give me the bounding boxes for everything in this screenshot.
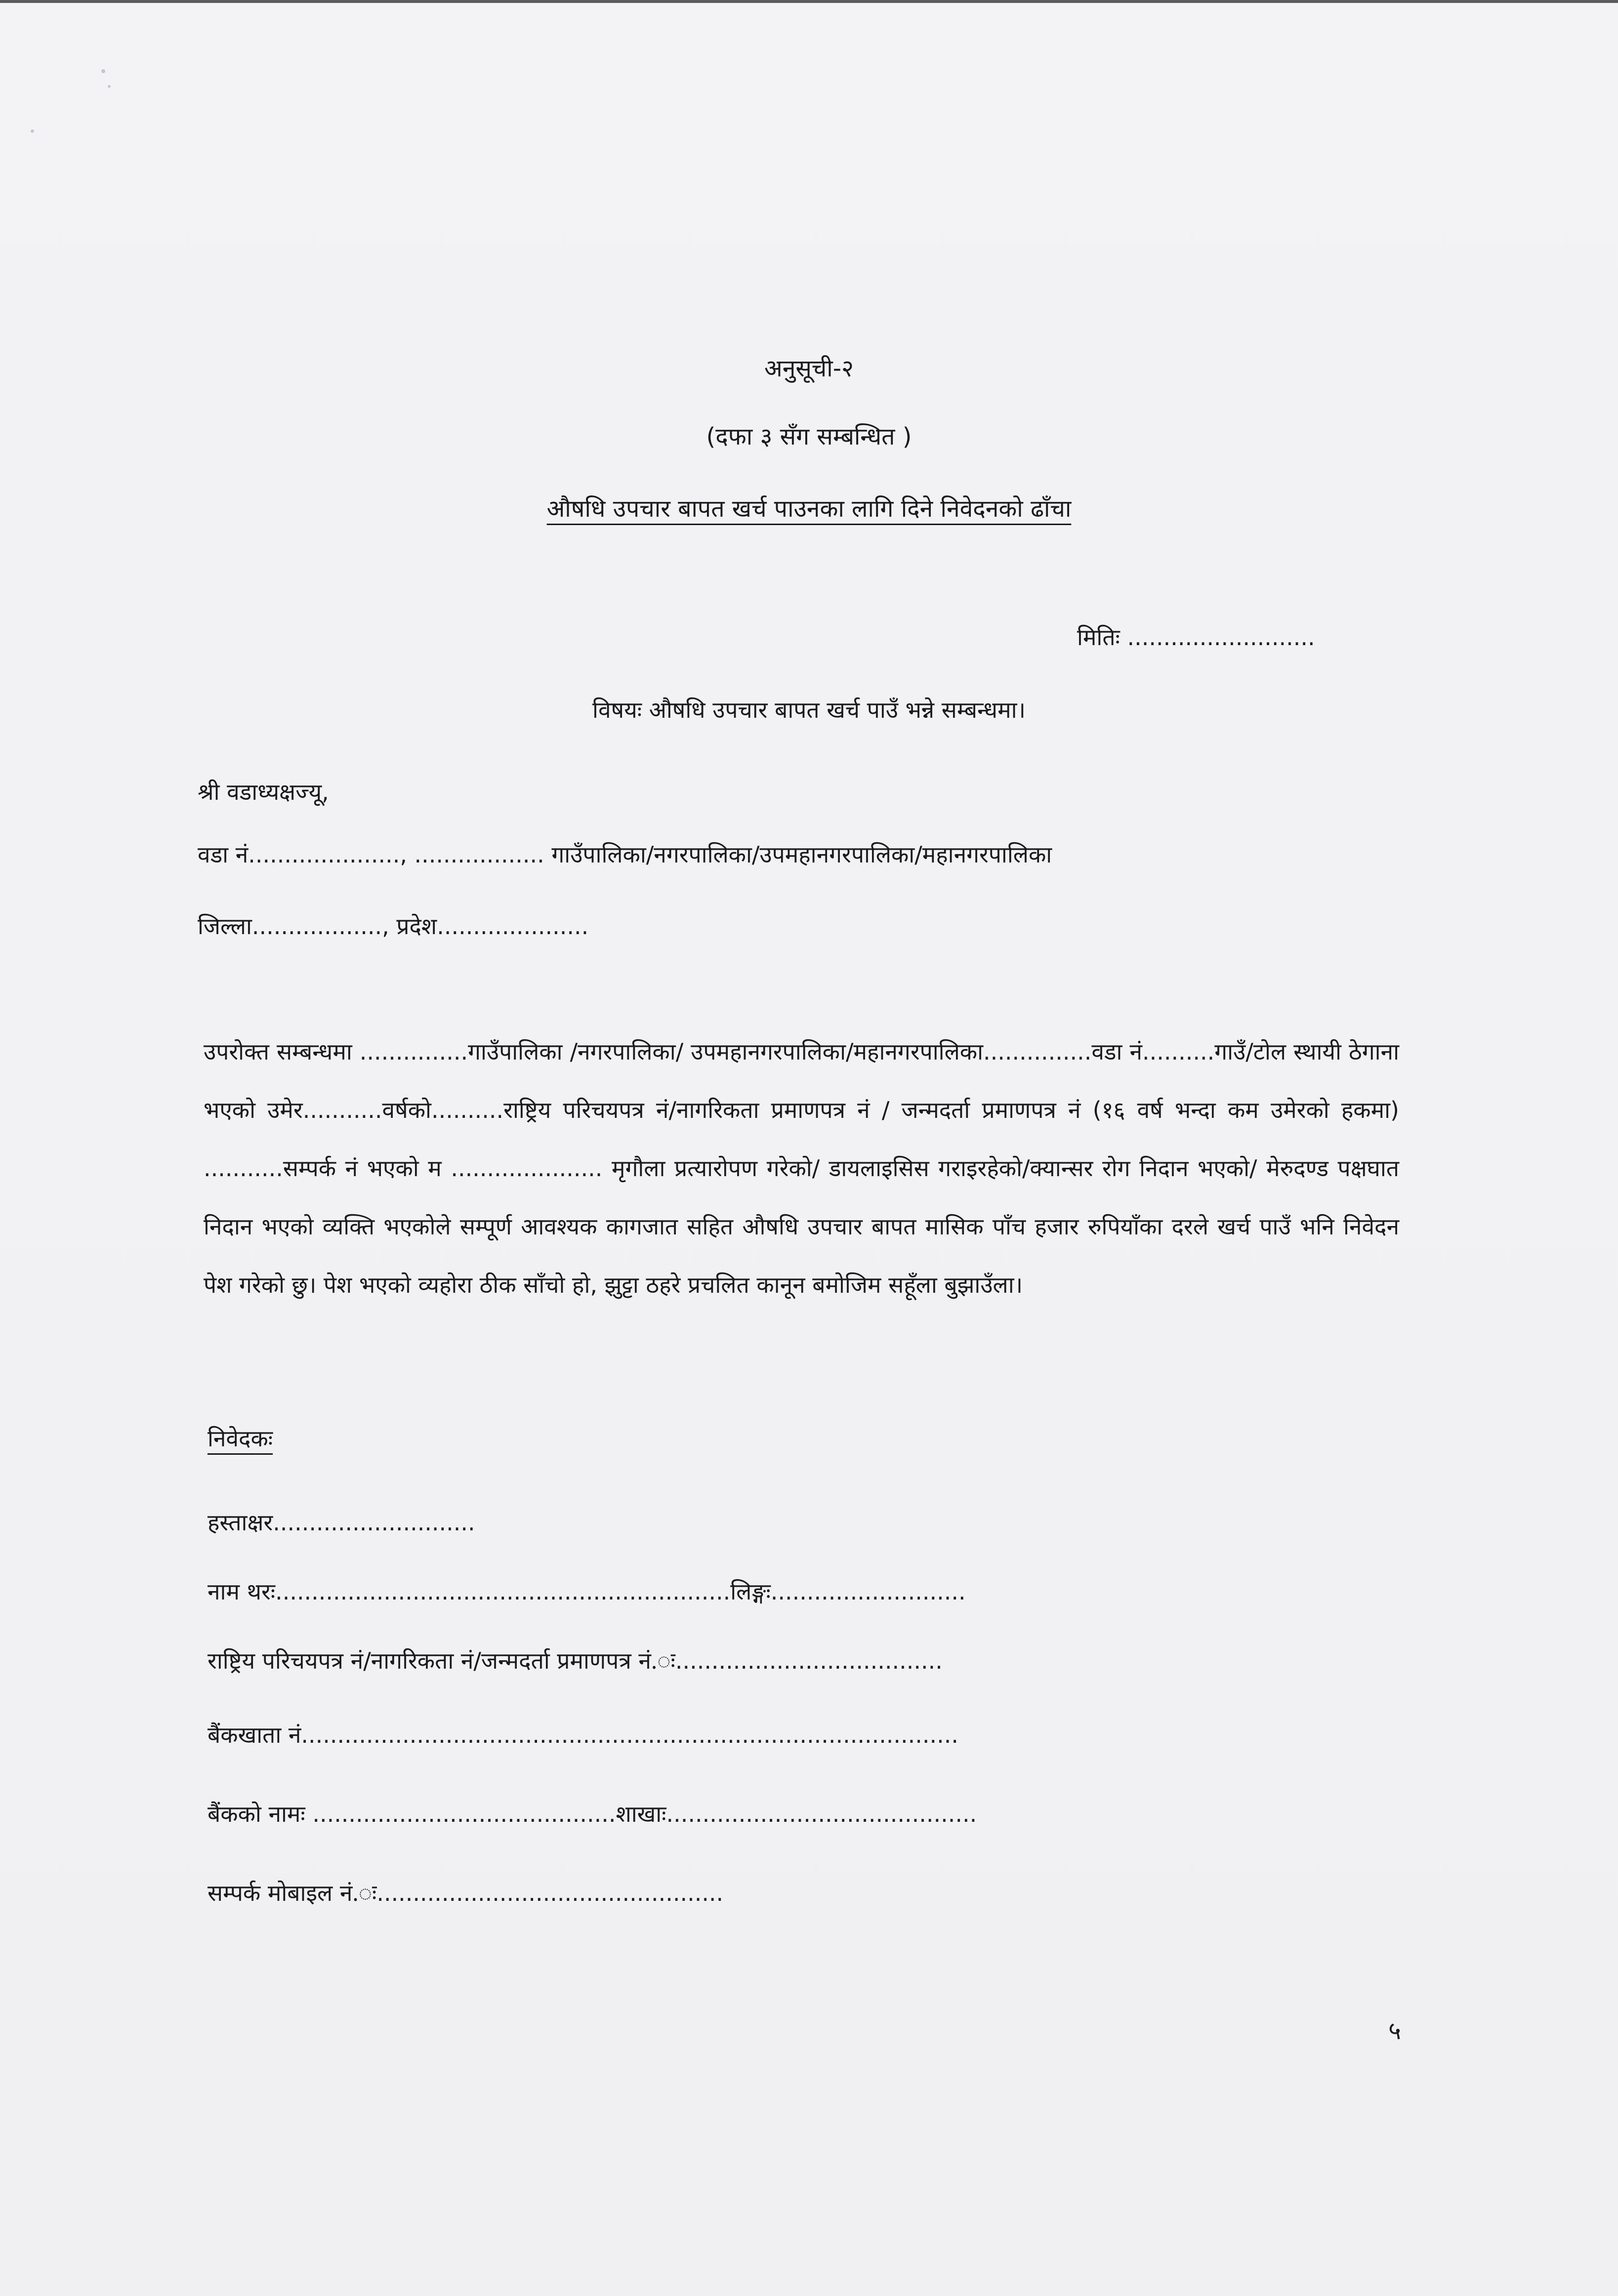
bank-name-branch-field: बैंकको नामः ..........................................शाखाः...........................................: [207, 1801, 977, 1827]
section-reference: (दफा ३ सँग सम्बन्धित ): [706, 423, 912, 451]
scan-top-edge: [0, 0, 1618, 3]
schedule-label: अनुसूची-२: [764, 355, 854, 382]
subject-line: विषयः औषधि उपचार बापत खर्च पाउँ भन्ने सम्बन्धमा।: [592, 697, 1026, 723]
form-title: औषधि उपचार बापत खर्च पाउनका लागि दिने निवेदनको ढाँचा: [546, 495, 1072, 523]
date-line: मितिः ..........................: [1077, 624, 1315, 651]
district-line: जिल्ला.................., प्रदेश.....................: [198, 913, 589, 940]
id-number-field: राष्ट्रिय परिचयपत्र नं/नागरिकता नं/जन्मदर्ता प्रमाणपत्र नं.ः.....................................: [207, 1647, 943, 1674]
mobile-field: सम्पर्क मोबाइल नं.ः................................................: [207, 1880, 724, 1906]
paper-speck: [108, 85, 111, 88]
page-number: ५: [1388, 2016, 1401, 2045]
ward-line: वडा नं....................., .................. गाउँपालिका/नगरपालिका/उपमहानगरपालिका/महानगरपालिका: [198, 841, 1052, 868]
application-body: उपरोक्त सम्बन्धमा ...............गाउँपालिका /नगरपालिका/ उपमहानगरपालिका/महानगरपालिका...............वडा नं..........गाउँ/टोल स्थायी ठेगाना भएको उमेर...........वर्षको..........राष्ट्रिय परिचयपत्र नं/नागरिकता प्रमाणपत्र नं / जन्मदर्ता प्रमाणपत्र नं (१६ वर्ष भन्दा कम उमेरको हकमा) ...........सम्पर्क नं भएको म ..................... मृगौला प्रत्यारोपण गरेको/ डायलाइसिस गराइरहेको/क्यान्सर रोग निदान भएको/ मेरुदण्ड पक्षघात निदान भएको व्यक्ति भएकोले सम्पूर्ण आवश्यक कागजात सहित औषधि उपचार बापत मासिक पाँच हजार रुपियाँका दरले खर्च पाउँ भनि निवेदन पेश गरेको छु। पेश भएको व्यहोरा ठीक साँचो हो, झुट्टा ठहरे प्रचलित कानून बमोजिम सहूँला बुझाउँला।: [204, 1038, 1399, 1298]
bank-account-field: बैंकखाता नं...........................................................................................: [207, 1722, 959, 1748]
paper-speck: [101, 69, 105, 73]
applicant-heading: निवेदकः: [207, 1425, 273, 1452]
signature-field: हस्ताक्षर............................: [207, 1509, 475, 1536]
salutation: श्री वडाध्यक्षज्यू,: [198, 779, 329, 805]
paper-speck: [31, 129, 34, 133]
name-gender-field: नाम थरः...............................................................लिङ्गः...........................: [207, 1578, 966, 1605]
